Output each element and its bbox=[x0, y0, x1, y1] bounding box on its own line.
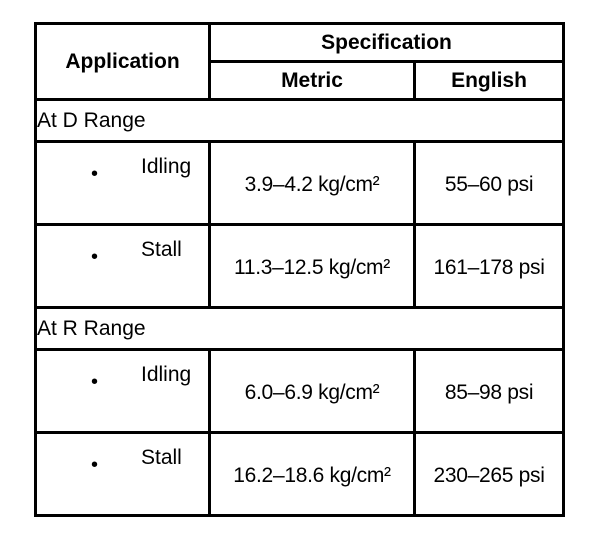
table-row bbox=[36, 225, 564, 308]
english-header: English bbox=[415, 62, 564, 100]
section-title: At D Range bbox=[36, 100, 564, 142]
item-label: Stall bbox=[141, 238, 182, 261]
specification-header: Specification bbox=[210, 24, 564, 62]
metric-header: Metric bbox=[210, 62, 415, 100]
section-title: At R Range bbox=[36, 308, 564, 350]
metric-value: 16.2–18.6 kg/cm² bbox=[233, 464, 391, 487]
metric-cell bbox=[210, 142, 415, 225]
metric-value: 3.9–4.2 kg/cm² bbox=[244, 173, 380, 196]
bullet-icon: • bbox=[91, 454, 99, 476]
metric-value: 6.0–6.9 kg/cm² bbox=[244, 381, 380, 404]
metric-value: 11.3–12.5 kg/cm² bbox=[234, 256, 390, 279]
english-value: 161–178 psi bbox=[433, 256, 545, 279]
bullet-icon: • bbox=[91, 163, 99, 185]
english-cell bbox=[415, 350, 564, 433]
metric-cell bbox=[210, 433, 415, 516]
bullet-icon: • bbox=[91, 246, 99, 268]
application-cell bbox=[36, 142, 210, 225]
english-value: 55–60 psi bbox=[444, 173, 534, 196]
table-row bbox=[36, 142, 564, 225]
english-cell bbox=[415, 142, 564, 225]
application-cell bbox=[36, 350, 210, 433]
application-cell bbox=[36, 225, 210, 308]
english-cell bbox=[415, 433, 564, 516]
section-row bbox=[36, 100, 564, 142]
item-label: Stall bbox=[141, 446, 182, 469]
section-row bbox=[36, 308, 564, 350]
metric-cell bbox=[210, 225, 415, 308]
application-header: Application bbox=[36, 24, 210, 100]
table-row bbox=[36, 433, 564, 516]
english-value: 230–265 psi bbox=[433, 464, 545, 487]
specification-table bbox=[34, 22, 565, 517]
item-label: Idling bbox=[141, 155, 192, 178]
english-cell bbox=[415, 225, 564, 308]
item-label: Idling bbox=[141, 363, 192, 386]
metric-cell bbox=[210, 350, 415, 433]
english-value: 85–98 psi bbox=[444, 381, 534, 404]
table-row bbox=[36, 350, 564, 433]
bullet-icon: • bbox=[91, 371, 99, 393]
application-cell bbox=[36, 433, 210, 516]
